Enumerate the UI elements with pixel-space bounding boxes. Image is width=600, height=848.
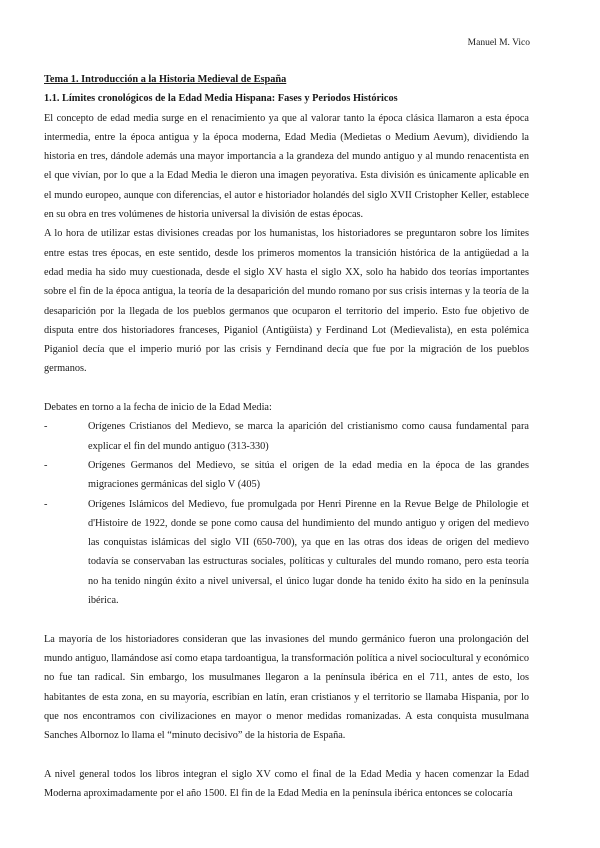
list-dash: -: [44, 421, 48, 433]
list-item-text: Orígenes Islámicos del Medievo, fue promulgada por Henri Pirenne en la Revue Belge de Philologie et d'Histoire de 1922, donde se pone como causa del hundimiento del mundo antiguo y origen del medievo las conquistas islámicas del siglo VII (650-700), ya que en las otras dos ideas de origen del medievo todavía se conservaban las estructuras sociales, políticas y culturales del mundo romano, pero esta teoría no ha tenido ningún éxito a nivel universal, el único lugar donde ha tenido éxito ha sido en la península ibérica.: [88, 498, 529, 607]
list-item-text: Orígenes Germanos del Medievo, se sitúa el origen de la edad media en la época de las grandes migraciones germánicas del siglo V (405): [88, 459, 529, 491]
document-title: Tema 1. Introducción a la Historia Medieval de España: [44, 74, 287, 85]
list-item: [44, 417, 529, 456]
paragraph-gap: [44, 610, 529, 629]
debates-heading: Debates en torno a la fecha de inicio de la Edad Media:: [44, 402, 272, 414]
list-item-text: Orígenes Cristianos del Medievo, se marca la aparición del cristianismo como causa fundamental para explicar el fin del mundo antiguo (313-330): [88, 421, 529, 452]
paragraph-intro: El concepto de edad media surge en el renacimiento ya que al valorar tanto la época clásica llamaron a esta época intermedia, entre la época antigua y la época moderna, Edad Media (Medietas o Medium Aevum), dividiendo la historia en tres, dándole además una mayor importancia a la grandeza del mundo antiguo y al mundo renacentista en el que vivían, por lo que a la Edad Media le dieron una imagen peyorativa. Esta división es únicamente aplicable en el mundo europeo, aunque con diferencias, el autor e historiador holandés del siglo XVII Cristopher Keller, establece en su obra en tres volúmenes de historia universal la división de estas épocas.: [44, 112, 529, 221]
paragraph-gap: [44, 379, 529, 398]
paragraph-end-middle-ages: A nivel general todos los libros integran el siglo XV como el final de la Edad Media y hacen comenzar la Edad Moderna aproximadamente por el año 1500. El fin de la Edad Media en la península ibérica entonces se colocaría: [44, 768, 529, 799]
document-body: [44, 70, 529, 803]
list-item: [44, 495, 529, 611]
author-header: Manuel M. Vico: [467, 38, 530, 48]
list-dash: -: [44, 498, 48, 510]
section-subtitle: 1.1. Límites cronológicos de la Edad Media Hispana: Fases y Periodos Históricos: [44, 93, 398, 105]
paragraph-divisions: A lo hora de utilizar estas divisiones creadas por los humanistas, los historiadores se preguntaron sobre los límites entre estas tres épocas, en este sentido, desde los primeros momentos la transición histórica de la antigüedad a la edad media ha sido muy cuestionada, desde el siglo XV hasta el siglo XX, solo ha habido dos teorías importantes sobre el fin de la época antigua, la teoría de la desaparición del mundo romano por sus crisis internas y la teoría de la desaparición por la llegada de los pueblos germanos que ocuparon el territorio del imperio. Esto fue objetivo de disputa entre dos historiadores franceses, Piganiol (Antigüista) y Ferdinand Lot (Medievalista), en esta polémica Piganiol decía que el imperio murió por las crisis y Ferndinand decía que fue por la migración de los pueblos germanos.: [44, 228, 529, 375]
paragraph-gap: [44, 745, 529, 764]
list-dash: -: [44, 459, 48, 471]
list-item: [44, 456, 529, 495]
paragraph-germanic: La mayoría de los historiadores consideran que las invasiones del mundo germánico fueron una prolongación del mundo antiguo, llamándose así como etapa tardoantigua, la transformación política a nivel sociocultural y económico no fue tan radical. Sin embargo, los musulmanes llegaron a la península ibérica en el 711, antes de esto, los habitantes de esta zona, en su mayoría, escribían en latín, eran cristianos y el territorio se llamaba Hispania, por lo que nos encontramos con civilizaciones en mayor o menor medidas romanizadas. A esta conquista musulmana Sanches Albornoz lo llama el “minuto decisivo” de la historia de España.: [44, 633, 529, 742]
